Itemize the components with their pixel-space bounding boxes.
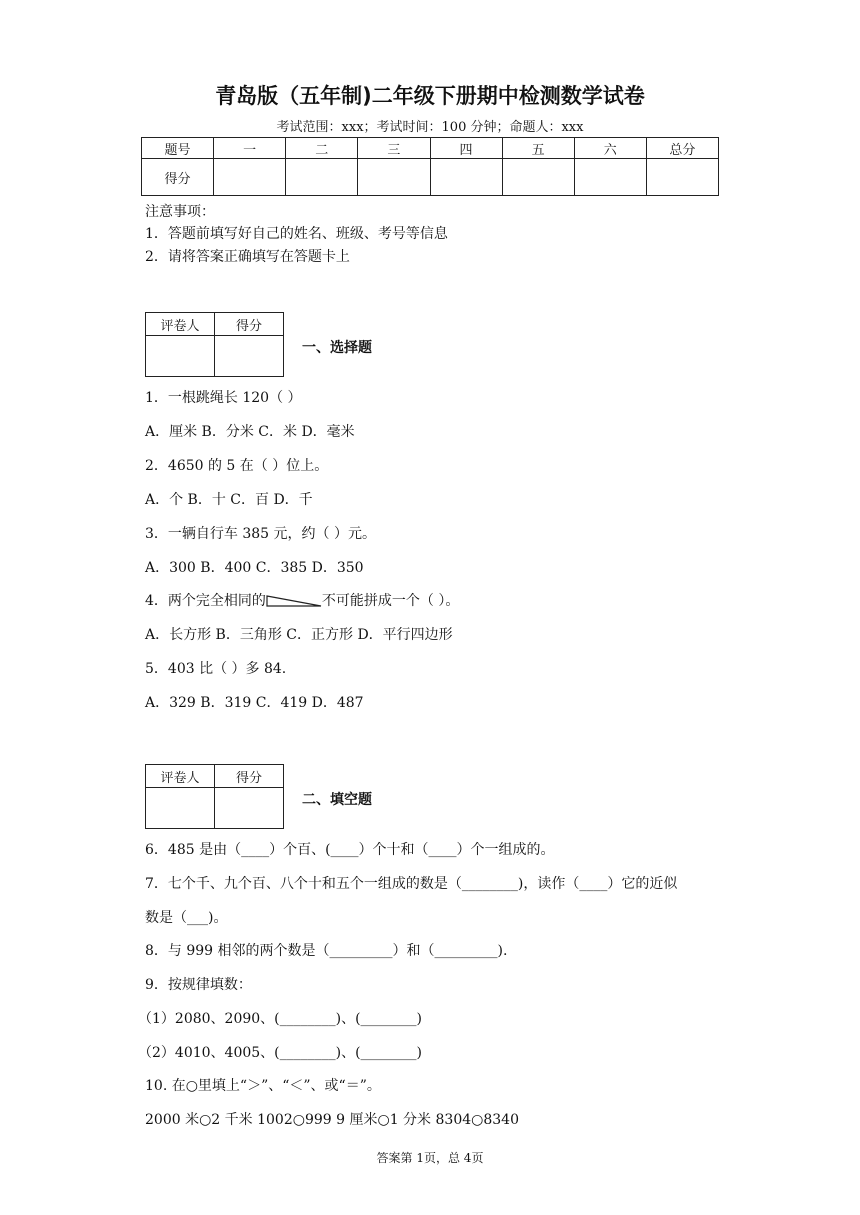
grader-cell[interactable] bbox=[146, 336, 215, 377]
score-header-cell: 题号 bbox=[142, 138, 214, 159]
question-line: 9．按规律填数： bbox=[145, 977, 252, 993]
grader-cell[interactable] bbox=[146, 788, 215, 829]
question-line: 1．一根跳绳长 120（ ） bbox=[145, 390, 302, 406]
grader-cell[interactable] bbox=[215, 788, 284, 829]
score-header-cell: 二 bbox=[286, 138, 358, 159]
score-header-cell: 总分 bbox=[646, 138, 718, 159]
score-cell[interactable] bbox=[286, 159, 358, 196]
score-cell[interactable] bbox=[430, 159, 502, 196]
option-line: A．329 B．319 C．419 D．487 bbox=[145, 695, 364, 711]
score-cell[interactable] bbox=[646, 159, 718, 196]
score-header-cell: 三 bbox=[358, 138, 430, 159]
option-line: A．长方形 B．三角形 C．正方形 D．平行四边形 bbox=[145, 627, 453, 643]
grader-label: 得分 bbox=[215, 765, 284, 788]
grader-table-1 bbox=[145, 312, 284, 377]
note-item: 2．请将答案正确填写在答题卡上 bbox=[145, 249, 350, 265]
option-line: A．个 B．十 C．百 D．千 bbox=[145, 492, 313, 508]
question-line: 5．403 比（ ）多 84. bbox=[145, 661, 287, 677]
grader-cell[interactable] bbox=[215, 336, 284, 377]
section2-title: 二、填空题 bbox=[302, 792, 372, 808]
sub-question-line: （2）4010、4005、(________)、(________) bbox=[138, 1045, 423, 1061]
q4-text-after: 不可能拼成一个（ ）。 bbox=[321, 593, 460, 609]
question-line: 3．一辆自行车 385 元，约（ ）元。 bbox=[145, 526, 376, 542]
note-item: 1．答题前填写好自己的姓名、班级、考号等信息 bbox=[145, 226, 448, 242]
score-cell[interactable] bbox=[502, 159, 574, 196]
score-cell[interactable] bbox=[358, 159, 430, 196]
notes-title: 注意事项： bbox=[145, 204, 215, 220]
question-line: 7．七个千、九个百、八个十和五个一组成的数是（________)，读作（____）它的近似 bbox=[145, 876, 678, 892]
score-cell[interactable] bbox=[574, 159, 646, 196]
question-line bbox=[145, 590, 459, 610]
question-line: 6．485 是由（____）个百、(____）个十和（____）个一组成的。 bbox=[145, 842, 555, 858]
q4-text-before: 4．两个完全相同的 bbox=[145, 593, 266, 609]
exam-title: 青岛版（五年制)二年级下册期中检测数学试卷 bbox=[215, 84, 645, 108]
exam-subtitle: 考试范围：xxx；考试时间：100 分钟；命题人：xxx bbox=[276, 120, 584, 135]
grader-table-2 bbox=[145, 764, 284, 829]
option-line: A．300 B．400 C．385 D．350 bbox=[145, 560, 364, 576]
grader-label: 得分 bbox=[215, 313, 284, 336]
section1-title: 一、选择题 bbox=[302, 340, 372, 356]
score-table bbox=[141, 137, 719, 196]
question-line-cont: 数是（___)。 bbox=[145, 910, 228, 926]
score-header-cell: 五 bbox=[502, 138, 574, 159]
score-cell[interactable] bbox=[214, 159, 286, 196]
score-row-label: 得分 bbox=[142, 159, 214, 196]
page-footer: 答案第 1页，总 4页 bbox=[376, 1151, 484, 1165]
triangle-shape-icon bbox=[266, 594, 322, 608]
question-line: 10. 在○里填上“＞”、“＜”、或“＝”。 bbox=[145, 1078, 381, 1094]
compare-line: 2000 米○2 千米 1002○999 9 厘米○1 分米 8304○8340 bbox=[145, 1112, 519, 1128]
question-line: 8．与 999 相邻的两个数是（_________）和（_________). bbox=[145, 943, 508, 959]
question-line: 2．4650 的 5 在（ ）位上。 bbox=[145, 458, 329, 474]
grader-label: 评卷人 bbox=[146, 313, 215, 336]
score-header-cell: 四 bbox=[430, 138, 502, 159]
grader-label: 评卷人 bbox=[146, 765, 215, 788]
sub-question-line: （1）2080、2090、(________)、(________) bbox=[138, 1011, 423, 1027]
score-header-cell: 一 bbox=[214, 138, 286, 159]
score-header-cell: 六 bbox=[574, 138, 646, 159]
option-line: A．厘米 B．分米 C．米 D．毫米 bbox=[145, 424, 355, 440]
